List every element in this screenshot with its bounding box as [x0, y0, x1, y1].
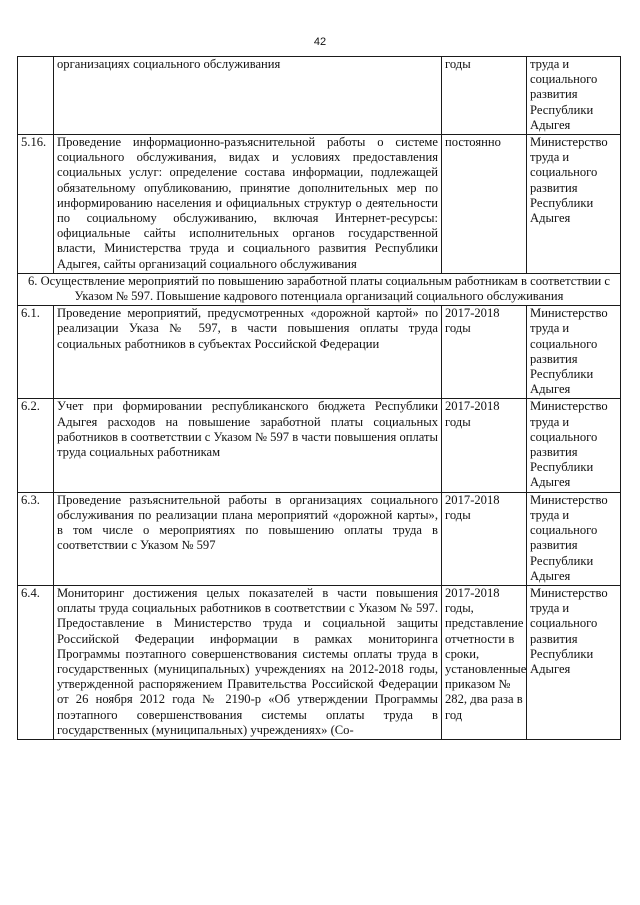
table-row — [18, 57, 621, 135]
table-row — [18, 492, 621, 585]
task-description: Учет при формировании республиканского бюджета Республики Адыгея расходов на повышение заработной платы социальных работников в соответствии с Указом № 597 в части повышения оплаты труда социальных работникам — [54, 399, 442, 492]
deadline: 2017-2018 годы, представление отчетности в сроки, установленные приказом № 282, два раза в год — [442, 585, 527, 739]
row-number: 6.2. — [18, 399, 54, 492]
executor: Министерство труда и социального развития Республики Адыгея — [527, 399, 621, 492]
table-row — [18, 135, 621, 274]
table-row — [18, 585, 621, 739]
deadline: постоянно — [442, 135, 527, 274]
row-number — [18, 57, 54, 135]
deadline: 2017-2018 годы — [442, 306, 527, 399]
executor: Министерство труда и социального развития Республики Адыгея — [527, 306, 621, 399]
task-description: Проведение информационно-разъяснительной работы о системе социального обслуживания, видах и условиях предоставления социальных услуг: определение состава информации, подлежащей обязательному опубликованию, принятие дополнительных мер по информированию населения и официальных структур о деятельности по социальному обслуживанию, включая Интернет-ресурсы: официальные сайты исполнительных органов государственной власти, Министерства труда и социального развития Республики Адыгея, сайты организаций социального обслуживания — [54, 135, 442, 274]
row-number: 5.16. — [18, 135, 54, 274]
deadline: годы — [442, 57, 527, 135]
task-description: организациях социального обслуживания — [54, 57, 442, 135]
row-number: 6.1. — [18, 306, 54, 399]
deadline: 2017-2018 годы — [442, 399, 527, 492]
row-number: 6.4. — [18, 585, 54, 739]
executor: Министерство труда и социального развития Республики Адыгея — [527, 135, 621, 274]
task-description: Проведение разъяснительной работы в организациях социального обслуживания по реализации плана мероприятий «дорожной карты», в том числе о мероприятиях по повышению оплаты труда в соответствии с Указом № 597 — [54, 492, 442, 585]
table-row — [18, 399, 621, 492]
page-number: 42 — [313, 36, 327, 48]
executor: Министерство труда и социального развития Республики Адыгея — [527, 585, 621, 739]
table-row — [18, 306, 621, 399]
section-heading: 6. Осуществление мероприятий по повышению заработной платы социальным работникам в соответствии с Указом № 597. Повышение кадрового потенциала организаций социального обслуживания — [18, 273, 621, 305]
executor: Министерство труда и социального развития Республики Адыгея — [527, 492, 621, 585]
measures-table — [17, 56, 621, 740]
task-description: Мониторинг достижения целых показателей в части повышения оплаты труда социальных работников в соответствии с Указом № 597. Предоставление в Министерство труда и социальной защиты Российской Федерации информации в рамках мониторинга Программы поэтапного совершенствования системы оплаты труда в государственных (муниципальных) учреждениях на 2012-2018 годы, утвержденной распоряжением Правительства Российской Федерации от 26 ноября 2012 года № 2190-р «Об утверждении Программы поэтапного совершенствования системы оплаты труда в государственных (муниципальных) учреждениях» (Со- — [54, 585, 442, 739]
task-description: Проведение мероприятий, предусмотренных «дорожной картой» по реализации Указа № 597, в части повышения оплаты труда социальных работников в субъектах Российской Федерации — [54, 306, 442, 399]
row-number: 6.3. — [18, 492, 54, 585]
section-heading-row — [18, 273, 621, 305]
deadline: 2017-2018 годы — [442, 492, 527, 585]
executor: труда и социального развития Республики Адыгея — [527, 57, 621, 135]
